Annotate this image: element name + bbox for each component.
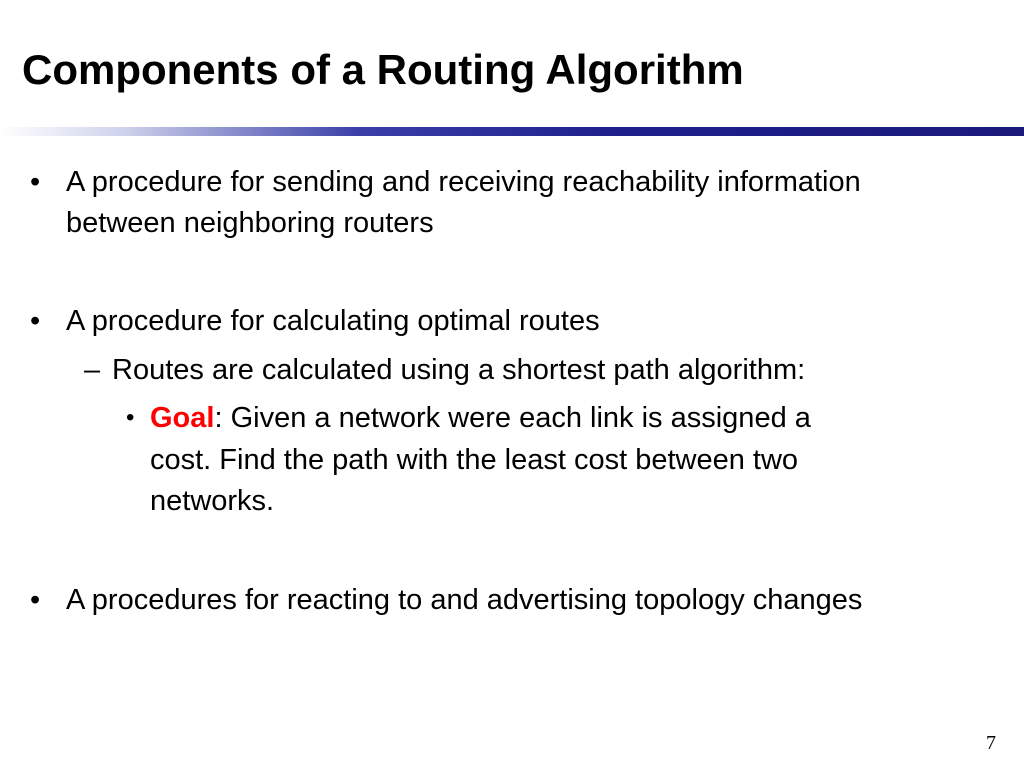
bullet-marker: • [30, 166, 41, 198]
page-number: 7 [986, 732, 996, 754]
sub-bullet-text: Routes are calculated using a shortest path algorithm: [112, 354, 806, 386]
bullet-1-text-line-1: A procedure for sending and receiving reachability information [66, 166, 861, 198]
bullet-marker: • [30, 584, 41, 616]
goal-line-1 [150, 398, 811, 438]
sub-bullet-marker: – [84, 354, 101, 386]
slide-title: Components of a Routing Algorithm [22, 46, 744, 93]
goal-label: Goal [150, 402, 215, 434]
goal-text-line-2: cost. Find the path with the least cost between two [150, 444, 799, 476]
bullet-1-text-line-2: between neighboring routers [66, 207, 434, 239]
sub-sub-bullet-marker: • [126, 404, 135, 431]
bullet-3-text: A procedures for reacting to and advertising topology changes [66, 584, 863, 616]
bullet-2-text: A procedure for calculating optimal routes [66, 305, 600, 337]
goal-text-line-3: networks. [150, 485, 275, 517]
bullet-marker: • [30, 305, 41, 337]
goal-text-line-1: : Given a network were each link is assigned a [214, 402, 811, 434]
